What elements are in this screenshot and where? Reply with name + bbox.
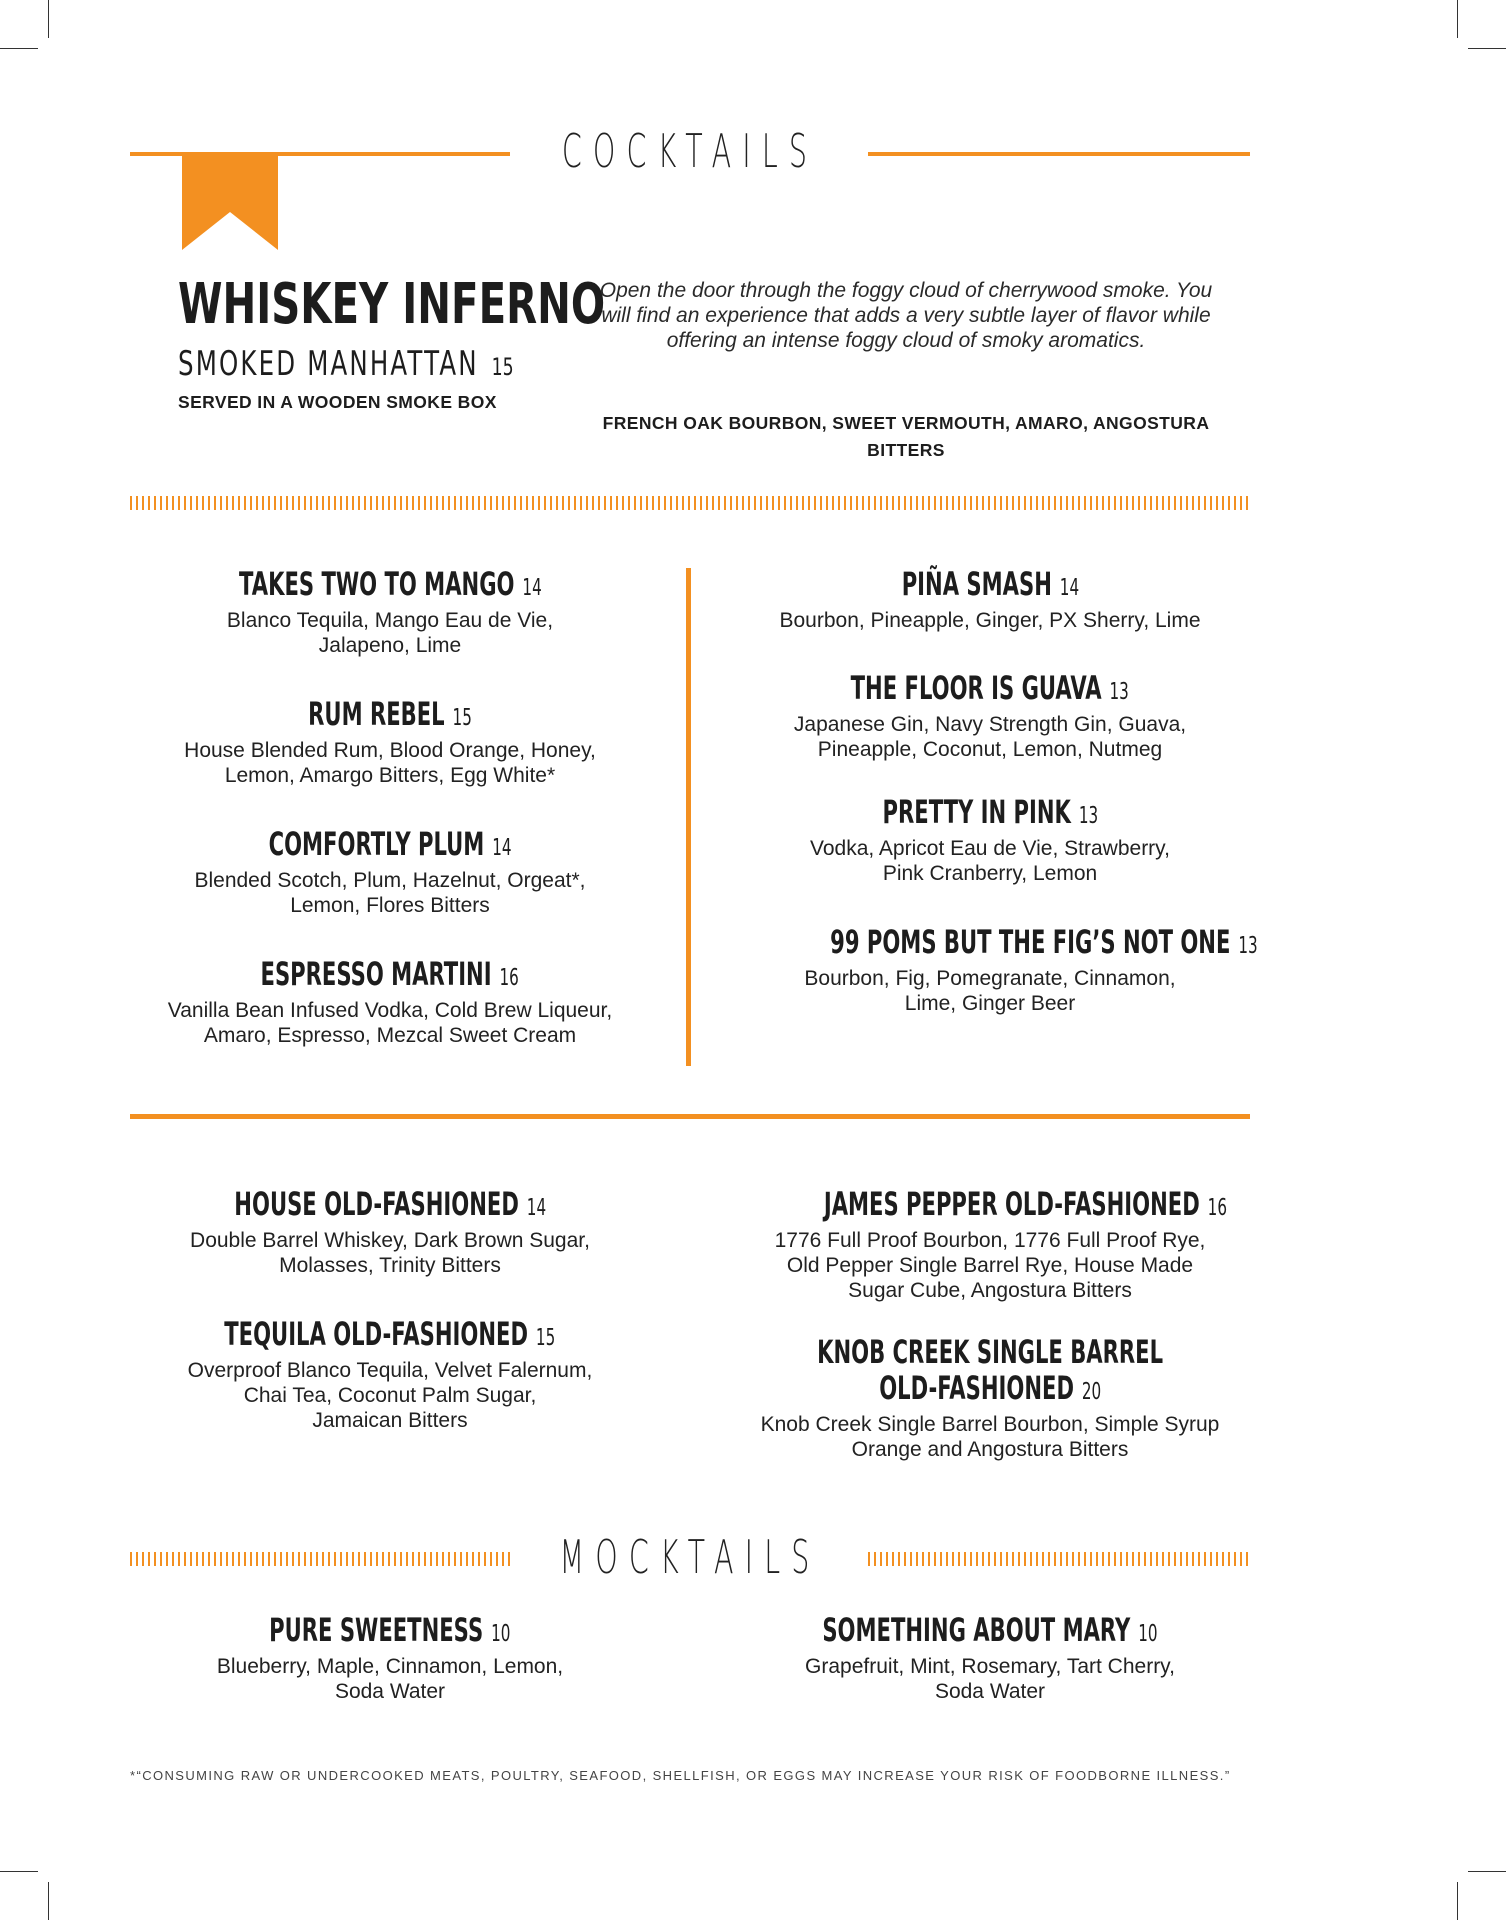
menu-item — [120, 1186, 660, 1278]
item-price: 15 — [536, 1325, 556, 1351]
item-price: 15 — [452, 705, 472, 731]
item-price: 13 — [1078, 803, 1098, 829]
menu-item — [120, 1612, 660, 1704]
ribbon-icon — [182, 156, 278, 250]
item-name: SOMETHING ABOUT MARY 10 — [822, 1611, 1158, 1649]
mocktails-title: MOCKTAILS — [559, 1530, 821, 1584]
crop-mark — [1457, 1882, 1458, 1920]
item-name: TAKES TWO TO MANGO 14 — [238, 565, 542, 603]
item-price: 16 — [1207, 1195, 1227, 1221]
header-rule-right — [868, 152, 1250, 156]
item-price: 14 — [1059, 575, 1079, 601]
item-name: PRETTY IN PINK 13 — [882, 793, 1098, 831]
item-ingredients: Vanilla Bean Infused Vodka, Cold Brew Liqueur, Amaro, Espresso, Mezcal Sweet Cream — [167, 999, 613, 1047]
divider-ticks — [130, 496, 1250, 510]
crop-mark — [0, 48, 38, 49]
column-divider — [686, 568, 691, 1066]
featured-served: SERVED IN A WOODEN SMOKE BOX — [178, 392, 497, 412]
item-name: 99 POMS BUT THE FIG’S NOT ONE 13 — [830, 923, 1258, 961]
crop-mark — [1468, 48, 1506, 49]
mocktails-ticks-right — [868, 1552, 1250, 1566]
cocktails-title: COCKTAILS — [561, 124, 819, 178]
menu-item — [720, 1186, 1260, 1303]
item-name: HOUSE OLD-FASHIONED 14 — [234, 1185, 546, 1223]
crop-mark — [1457, 0, 1458, 38]
item-name: JAMES PEPPER OLD-FASHIONED 16 — [823, 1185, 1227, 1223]
menu-item — [120, 566, 660, 658]
item-ingredients: Overproof Blanco Tequila, Velvet Falernum, Chai Tea, Coconut Palm Sugar, Jamaican Bitters — [187, 1359, 593, 1432]
item-ingredients: Blueberry, Maple, Cinnamon, Lemon, Soda Water — [216, 1655, 564, 1703]
item-ingredients: Blanco Tequila, Mango Eau de Vie, Jalapeno, Lime — [226, 609, 554, 657]
item-price: 10 — [1138, 1621, 1158, 1647]
item-name: COMFORTLY PLUM 14 — [268, 825, 512, 863]
menu-item — [720, 566, 1260, 633]
featured-price: 15 — [491, 353, 514, 381]
item-ingredients: Bourbon, Pineapple, Ginger, PX Sherry, Lime — [779, 609, 1201, 632]
disclaimer: *“CONSUMING RAW OR UNDERCOOKED MEATS, POULTRY, SEAFOOD, SHELLFISH, OR EGGS MAY INCREASE YOUR RISK OF FOODBORNE ILLNESS.” — [130, 1768, 1231, 1783]
item-ingredients: Bourbon, Fig, Pomegranate, Cinnamon, Lime, Ginger Beer — [804, 967, 1176, 1015]
item-price: 14 — [526, 1195, 546, 1221]
item-price: 16 — [499, 965, 520, 991]
menu-item — [720, 670, 1260, 762]
menu-item — [720, 794, 1260, 886]
item-name-line1: KNOB CREEK SINGLE BARREL — [817, 1333, 1163, 1371]
item-ingredients: Double Barrel Whiskey, Dark Brown Sugar, Molasses, Trinity Bitters — [190, 1229, 590, 1277]
menu-item — [720, 1612, 1260, 1704]
menu-item — [720, 924, 1260, 1016]
item-name: OLD-FASHIONED 20 — [878, 1369, 1102, 1407]
menu-item — [120, 1316, 660, 1433]
crop-mark — [1468, 1871, 1506, 1872]
item-price: 13 — [1238, 933, 1258, 959]
item-price: 10 — [491, 1621, 511, 1647]
item-name: PIÑA SMASH 14 — [901, 565, 1079, 603]
featured-name: WHISKEY INFERNO — [178, 272, 606, 337]
item-ingredients: Knob Creek Single Barrel Bourbon, Simple Syrup Orange and Angostura Bitters — [760, 1413, 1220, 1461]
section-rule — [130, 1114, 1250, 1119]
menu-item — [120, 956, 660, 1048]
item-name: TEQUILA OLD-FASHIONED 15 — [224, 1315, 556, 1353]
item-name: RUM REBEL 15 — [308, 695, 472, 733]
item-ingredients: Japanese Gin, Navy Strength Gin, Guava, Pineapple, Coconut, Lemon, Nutmeg — [793, 713, 1187, 761]
item-name: PURE SWEETNESS 10 — [269, 1611, 511, 1649]
featured-description: Open the door through the foggy cloud of cherrywood smoke. You will find an experience that adds a very subtle layer of flavor while offering an intense foggy cloud of smoky aromatics. — [599, 279, 1213, 352]
crop-mark — [0, 1871, 38, 1872]
item-name: THE FLOOR IS GUAVA 13 — [850, 669, 1130, 707]
featured-ingredients: FRENCH OAK BOURBON, SWEET VERMOUTH, AMARO, ANGOSTURA BITTERS — [602, 413, 1210, 460]
item-ingredients: Blended Scotch, Plum, Hazelnut, Orgeat*, Lemon, Flores Bitters — [194, 869, 586, 917]
item-ingredients: House Blended Rum, Blood Orange, Honey, Lemon, Amargo Bitters, Egg White* — [184, 739, 596, 787]
item-ingredients: Vodka, Apricot Eau de Vie, Strawberry, Pink Cranberry, Lemon — [810, 837, 1170, 885]
item-ingredients: Grapefruit, Mint, Rosemary, Tart Cherry, Soda Water — [805, 1655, 1175, 1703]
item-price: 14 — [522, 575, 542, 601]
item-price: 20 — [1081, 1379, 1102, 1405]
crop-mark — [48, 1882, 49, 1920]
item-name: ESPRESSO MARTINI 16 — [260, 955, 520, 993]
menu-item — [120, 826, 660, 918]
crop-mark — [48, 0, 49, 38]
featured-subtitle: SMOKED MANHATTAN 15 — [178, 344, 514, 384]
mocktails-ticks-left — [130, 1552, 512, 1566]
menu-item — [720, 1334, 1260, 1462]
item-price: 13 — [1109, 679, 1130, 705]
item-ingredients: 1776 Full Proof Bourbon, 1776 Full Proof Rye, Old Pepper Single Barrel Rye, House Made Sugar Cube, Angostura Bitters — [774, 1229, 1206, 1302]
menu-item — [120, 696, 660, 788]
item-price: 14 — [492, 835, 512, 861]
